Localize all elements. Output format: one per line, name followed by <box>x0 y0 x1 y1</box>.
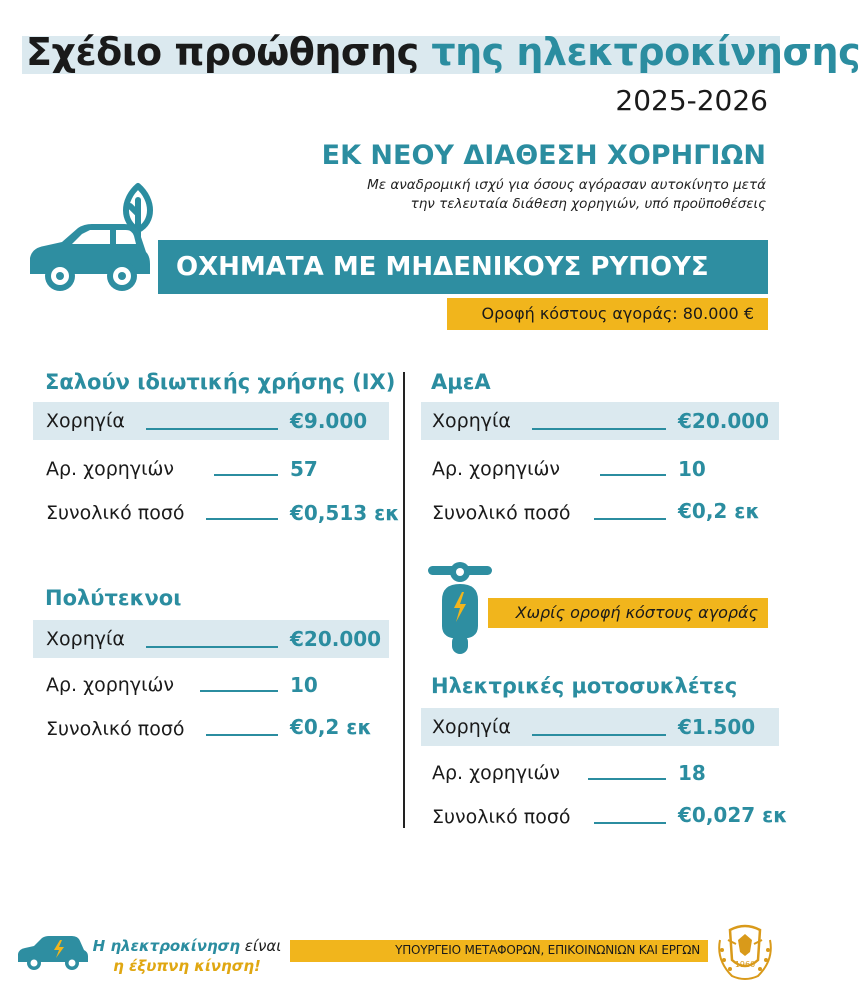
disabled-total-line <box>594 518 666 520</box>
column-divider <box>403 372 405 828</box>
disabled-count-label: Αρ. χορηγιών <box>432 458 561 480</box>
price-cap-badge <box>447 298 768 330</box>
ministry-bar <box>290 940 708 962</box>
saloon-grant-label: Χορηγία <box>46 410 125 432</box>
slogan <box>92 936 282 976</box>
large-families-count-line <box>200 690 278 692</box>
disabled-grant-line <box>532 428 666 430</box>
title-part-1: Σχέδιο προώθησης <box>26 30 419 74</box>
large-families-title: Πολύτεκνοι <box>45 586 182 610</box>
large-families-grant-value: €20.000 <box>290 627 382 651</box>
electric-car-tree-icon <box>26 178 166 298</box>
motorcycles-total-line <box>594 822 666 824</box>
large-families-count-label: Αρ. χορηγιών <box>46 674 175 696</box>
large-families-total-label: Συνολικό ποσό <box>46 718 185 740</box>
slogan-part-3: η έξυπνη κίνηση! <box>113 957 261 975</box>
zero-emission-label: ΟΧΗΜΑΤΑ ΜΕ ΜΗΔΕΝΙΚΟΥΣ ΡΥΠΟΥΣ <box>176 252 709 282</box>
disabled-grant-label: Χορηγία <box>432 410 511 432</box>
motorcycles-total-value: €0,027 εκ <box>678 803 788 827</box>
retro-note <box>306 176 766 214</box>
saloon-total-value: €0,513 εκ <box>290 501 400 525</box>
cyprus-emblem-icon <box>710 920 780 986</box>
motorcycles-count-label: Αρ. χορηγιών <box>432 762 561 784</box>
page-title <box>26 30 860 74</box>
large-families-total-value: €0,2 εκ <box>290 715 372 739</box>
no-price-cap-badge <box>488 598 768 628</box>
footer-car-icon <box>16 928 96 972</box>
no-price-cap-label: Χωρίς οροφή κόστους αγοράς <box>515 603 758 622</box>
motorcycles-count-line <box>588 778 666 780</box>
large-families-grant-label: Χορηγία <box>46 628 125 650</box>
motorcycles-grant-label: Χορηγία <box>432 716 511 738</box>
motorcycles-grant-line <box>532 734 666 736</box>
slogan-part-1: Η ηλεκτροκίνηση <box>92 937 240 955</box>
new-round-heading: ΕΚ ΝΕΟΥ ΔΙΑΘΕΣΗ ΧΟΡΗΓΙΩΝ <box>321 140 766 171</box>
saloon-count-line <box>214 474 278 476</box>
large-families-count-value: 10 <box>290 673 318 697</box>
price-cap-label: Οροφή κόστους αγοράς: 80.000 € <box>481 304 754 323</box>
saloon-title: Σαλούν ιδιωτικής χρήσης (ΙΧ) <box>45 370 396 394</box>
slogan-part-2: είναι <box>244 937 282 955</box>
saloon-count-value: 57 <box>290 457 318 481</box>
retro-line-2: την τελευταία διάθεση χορηγιών, υπό προϋποθέσεις <box>410 196 766 212</box>
electric-scooter-icon <box>424 556 496 656</box>
motorcycles-grant-value: €1.500 <box>678 715 756 739</box>
years: 2025-2026 <box>615 84 768 117</box>
disabled-count-value: 10 <box>678 457 706 481</box>
svg-text:1960: 1960 <box>734 960 756 969</box>
saloon-total-label: Συνολικό ποσό <box>46 502 185 524</box>
disabled-total-label: Συνολικό ποσό <box>432 502 571 524</box>
saloon-count-label: Αρ. χορηγιών <box>46 458 175 480</box>
saloon-grant-value: €9.000 <box>290 409 368 433</box>
disabled-title: ΑμεΑ <box>431 370 491 394</box>
zero-emission-banner <box>158 240 768 294</box>
disabled-count-line <box>600 474 666 476</box>
retro-line-1: Με αναδρομική ισχύ για όσους αγόρασαν αυτοκίνητο μετά <box>367 177 766 193</box>
ministry-name: ΥΠΟΥΡΓΕΙΟ ΜΕΤΑΦΟΡΩΝ, ΕΠΙΚΟΙΝΩΝΙΩΝ ΚΑΙ ΕΡΓΩΝ <box>395 943 700 957</box>
saloon-total-line <box>206 518 278 520</box>
title-part-2: της ηλεκτροκίνησης <box>431 30 860 74</box>
disabled-total-value: €0,2 εκ <box>678 499 760 523</box>
disabled-grant-value: €20.000 <box>678 409 770 433</box>
saloon-grant-line <box>146 428 278 430</box>
motorcycles-count-value: 18 <box>678 761 706 785</box>
large-families-grant-line <box>146 646 278 648</box>
large-families-total-line <box>206 734 278 736</box>
motorcycles-title: Ηλεκτρικές μοτοσυκλέτες <box>431 674 738 698</box>
motorcycles-total-label: Συνολικό ποσό <box>432 806 571 828</box>
